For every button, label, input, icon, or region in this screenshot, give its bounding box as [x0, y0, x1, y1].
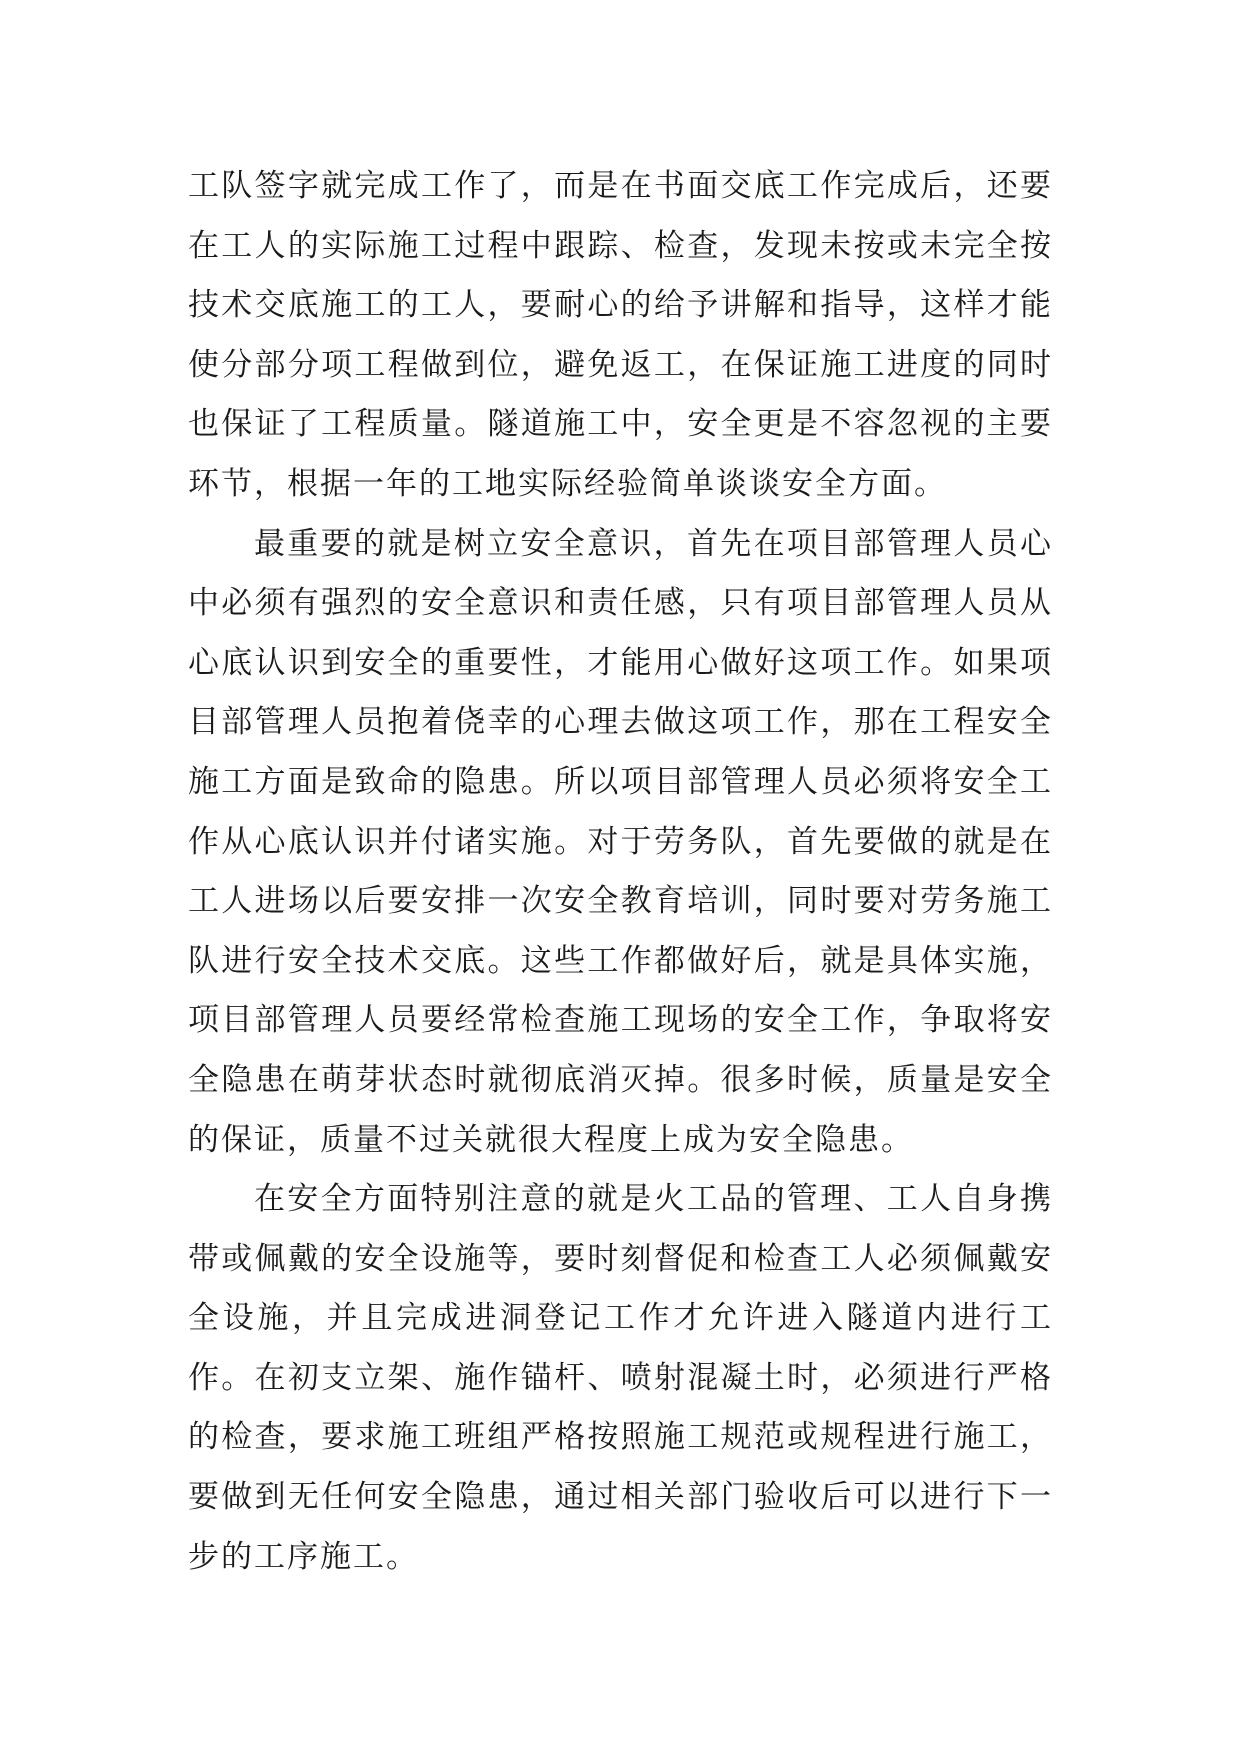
body-text: [188, 157, 1053, 1587]
paragraph-3: 在安全方面特别注意的就是火工品的管理、工人自身携带或佩戴的安全设施等，要时刻督促和检查工人必须佩戴安全设施，并且完成进洞登记工作才允许进入隧道内进行工作。在初支立架、施作锚杆、喷射混凝土时，必须进行严格的检查，要求施工班组严格按照施工规范或规程进行施工，要做到无任何安全隐患，通过相关部门验收后可以进行下一步的工序施工。: [188, 1181, 1053, 1575]
paragraph-2: 最重要的就是树立安全意识，首先在项目部管理人员心中必须有强烈的安全意识和责任感，只有项目部管理人员从心底认识到安全的重要性，才能用心做好这项工作。如果项目部管理人员抱着侥幸的心理去做这项工作，那在工程安全施工方面是致命的隐患。所以项目部管理人员必须将安全工作从心底认识并付诸实施。对于劳务队，首先要做的就是在工人进场以后要安排一次安全教育培训，同时要对劳务施工队进行安全技术交底。这些工作都做好后，就是具体实施，项目部管理人员要经常检查施工现场的安全工作，争取将安全隐患在萌芽状态时就彻底消灭掉。很多时候，质量是安全的保证，质量不过关就很大程度上成为安全隐患。: [188, 525, 1053, 1158]
paragraph-1: 工队签字就完成工作了，而是在书面交底工作完成后，还要在工人的实际施工过程中跟踪、检查，发现未按或未完全按技术交底施工的工人，要耐心的给予讲解和指导，这样才能使分部分项工程做到位，避免返工，在保证施工进度的同时也保证了工程质量。隧道施工中，安全更是不容忽视的主要环节，根据一年的工地实际经验简单谈谈安全方面。: [188, 168, 1053, 502]
